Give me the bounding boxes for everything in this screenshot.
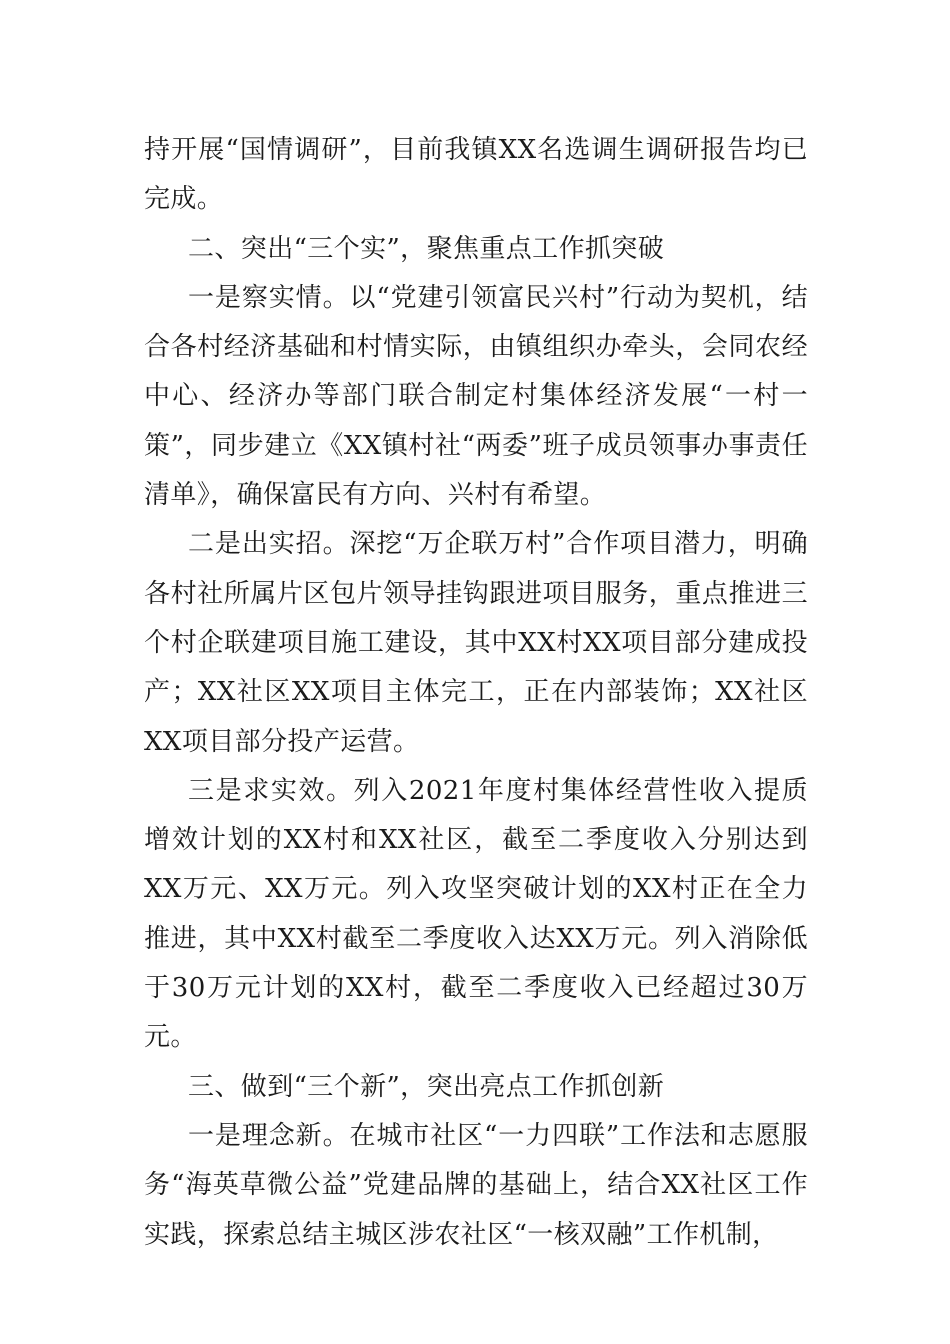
document-body: [144, 126, 808, 1260]
paragraph-qiu-shi-xiao: 三是求实效。列入2021年度村集体经营性收入提质增效计划的XX村和XX社区，截至二季度收入分别达到XX万元、XX万元。列入攻坚突破计划的XX村正在全力推进，其中XX村截至二季度收入达XX万元。列入消除低于30万元计划的XX村，截至二季度收入已经超过30万元。: [144, 775, 808, 1053]
section-heading-3: 三、做到“三个新”，突出亮点工作抓创新: [188, 1071, 665, 1102]
paragraph-chu-shi-zhao: 二是出实招。深挖“万企联万村”合作项目潜力，明确各村社所属片区包片领导挂钩跟进项目服务，重点推进三个村企联建项目施工建设，其中XX村XX项目部分建成投产；XX社区XX项目主体完工，正在内部装饰；XX社区XX项目部分投产运营。: [144, 529, 808, 757]
paragraph-continuation: 持开展“国情调研”，目前我镇XX名选调生调研报告均已完成。: [144, 135, 808, 215]
paragraph-cha-shi-qing: 一是察实情。以“党建引领富民兴村”行动为契机，结合各村经济基础和村情实际，由镇组织办牵头，会同农经中心、经济办等部门联合制定村集体经济发展“一村一策”，同步建立《XX镇村社“两委”班子成员领事办事责任清单》，确保富民有方向、兴村有希望。: [144, 282, 808, 511]
section-heading-2: 二、突出“三个实”，聚焦重点工作抓突破: [188, 233, 665, 264]
paragraph-li-nian-xin: 一是理念新。在城市社区“一力四联”工作法和志愿服务“海英草微公益”党建品牌的基础上，结合XX社区工作实践，探索总结主城区涉农社区“一核双融”工作机制，: [144, 1120, 808, 1250]
